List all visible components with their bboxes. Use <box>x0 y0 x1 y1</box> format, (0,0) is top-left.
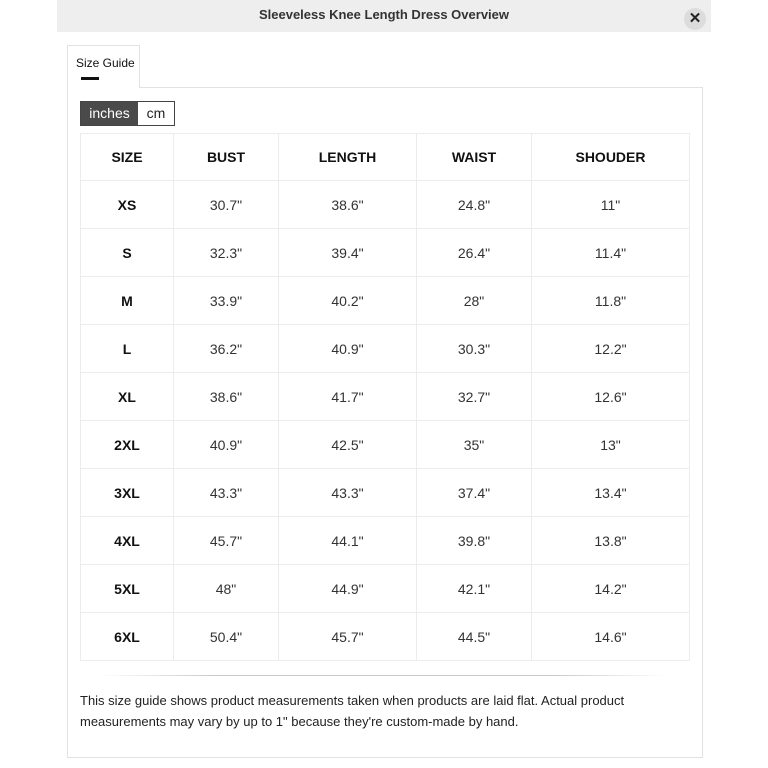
table-row <box>81 181 690 229</box>
size-guide-note: This size guide shows product measurements taken when products are laid flat. Actual product measurements may vary by up to 1" because they're custom-made by hand. <box>80 693 625 729</box>
table-cell: 28" <box>417 277 532 325</box>
table-cell: 50.4" <box>174 613 279 661</box>
table-cell: 45.7" <box>279 613 417 661</box>
unit-cm-button[interactable]: cm <box>138 102 174 125</box>
table-cell: 33.9" <box>174 277 279 325</box>
size-cell: 3XL <box>81 469 174 517</box>
column-header-bust: BUST <box>174 134 279 181</box>
table-row <box>81 613 690 661</box>
table-row <box>81 565 690 613</box>
column-header-shouder: SHOUDER <box>532 134 690 181</box>
table-row <box>81 229 690 277</box>
size-cell: 5XL <box>81 565 174 613</box>
table-cell: 44.1" <box>279 517 417 565</box>
table-cell: 14.2" <box>532 565 690 613</box>
table-header-row <box>81 134 690 181</box>
size-cell: 6XL <box>81 613 174 661</box>
table-cell: 44.5" <box>417 613 532 661</box>
table-cell: 11" <box>532 181 690 229</box>
modal-title: Sleeveless Knee Length Dress Overview <box>258 7 509 22</box>
size-table <box>80 133 690 661</box>
size-cell: L <box>81 325 174 373</box>
table-cell: 11.8" <box>532 277 690 325</box>
unit-toggle <box>80 101 175 126</box>
size-cell: XL <box>81 373 174 421</box>
column-header-length: LENGTH <box>279 134 417 181</box>
table-cell: 32.3" <box>174 229 279 277</box>
table-cell: 39.4" <box>279 229 417 277</box>
table-cell: 30.7" <box>174 181 279 229</box>
table-cell: 38.6" <box>279 181 417 229</box>
table-cell: 48" <box>174 565 279 613</box>
table-cell: 13.8" <box>532 517 690 565</box>
table-row <box>81 277 690 325</box>
table-cell: 40.9" <box>279 325 417 373</box>
table-cell: 43.3" <box>174 469 279 517</box>
table-cell: 24.8" <box>417 181 532 229</box>
table-cell: 41.7" <box>279 373 417 421</box>
table-cell: 12.2" <box>532 325 690 373</box>
close-icon: ✕ <box>688 10 702 27</box>
size-cell: 4XL <box>81 517 174 565</box>
table-cell: 35" <box>417 421 532 469</box>
table-cell: 37.4" <box>417 469 532 517</box>
table-cell: 30.3" <box>417 325 532 373</box>
column-header-waist: WAIST <box>417 134 532 181</box>
tab-active-indicator <box>81 77 99 80</box>
table-row <box>81 517 690 565</box>
size-cell: S <box>81 229 174 277</box>
table-cell: 45.7" <box>174 517 279 565</box>
modal-header <box>57 0 711 32</box>
table-cell: 40.9" <box>174 421 279 469</box>
table-cell: 43.3" <box>279 469 417 517</box>
size-cell: 2XL <box>81 421 174 469</box>
tab-size-guide[interactable] <box>67 45 140 88</box>
table-cell: 36.2" <box>174 325 279 373</box>
table-cell: 32.7" <box>417 373 532 421</box>
table-cell: 42.5" <box>279 421 417 469</box>
divider <box>100 675 668 676</box>
table-cell: 14.6" <box>532 613 690 661</box>
size-cell: XS <box>81 181 174 229</box>
close-button[interactable] <box>684 8 706 30</box>
table-row <box>81 373 690 421</box>
table-cell: 13" <box>532 421 690 469</box>
table-cell: 44.9" <box>279 565 417 613</box>
unit-inches-button[interactable]: inches <box>81 102 138 125</box>
table-row <box>81 421 690 469</box>
table-cell: 38.6" <box>174 373 279 421</box>
table-row <box>81 469 690 517</box>
table-cell: 11.4" <box>532 229 690 277</box>
table-cell: 26.4" <box>417 229 532 277</box>
table-cell: 42.1" <box>417 565 532 613</box>
column-header-size: SIZE <box>81 134 174 181</box>
table-cell: 40.2" <box>279 277 417 325</box>
table-cell: 13.4" <box>532 469 690 517</box>
tab-label: Size Guide <box>76 56 135 70</box>
table-cell: 12.6" <box>532 373 690 421</box>
table-row <box>81 325 690 373</box>
table-cell: 39.8" <box>417 517 532 565</box>
size-cell: M <box>81 277 174 325</box>
